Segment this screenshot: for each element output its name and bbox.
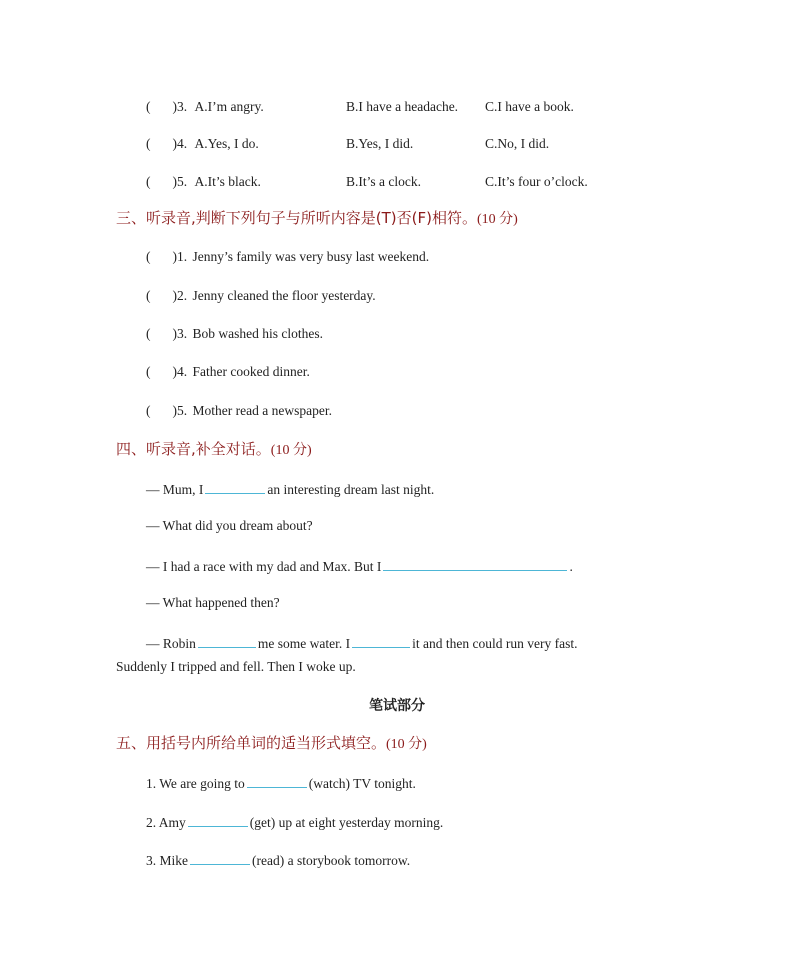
item-text: 2. Amy [146,815,186,830]
question-row [146,325,323,343]
question-row [146,173,646,191]
dialogue-line [146,633,577,653]
item-text: (read) a storybook tomorrow. [252,853,411,868]
question-number: )3. [172,99,188,114]
written-part-title: 笔试部分 [369,698,425,714]
question-row [146,402,332,420]
dialogue-text: me some water. I [257,636,351,651]
dialogue-line [146,594,280,612]
paren-open: ( [146,288,151,303]
question-row [146,363,310,381]
dialogue-line [146,517,313,535]
paren-open: ( [146,326,151,341]
section-score: (10 分) [270,443,312,458]
option-a: A.It’s black. [194,174,261,189]
dialogue-text: Suddenly I tripped and fell. Then I woke up. [116,659,356,674]
paren-open: ( [146,364,151,379]
answer-blank[interactable] [190,850,250,865]
dialogue-line [116,658,356,676]
option-c: C.No, I did. [485,136,550,151]
question-number: )1. [172,249,188,264]
question-row [146,248,429,266]
answer-blank[interactable] [352,633,410,648]
statement-text: Mother read a newspaper. [192,403,332,418]
question-row [146,287,376,305]
dialogue-text: it and then could run very fast. [412,636,578,651]
dialogue-text: — What happened then? [146,595,280,610]
question-row [146,135,646,153]
question-number: )4. [172,364,188,379]
item-text: 1. We are going to [146,776,245,791]
dialogue-line [146,556,573,576]
question-number: )3. [172,326,188,341]
fill-item [146,812,443,832]
option-b: B.It’s a clock. [346,174,421,189]
section-score: (10 分) [386,737,427,752]
answer-blank[interactable] [205,479,265,494]
paren-open: ( [146,99,151,114]
question-number: )4. [172,136,188,151]
option-c: C.It’s four o’clock. [485,174,588,189]
statement-text: Father cooked dinner. [192,364,310,379]
fill-item [146,773,416,793]
answer-blank[interactable] [383,556,567,571]
section-title: 五、用括号内所给单词的适当形式填空。 [116,734,387,752]
section-heading [116,439,312,461]
option-b: B.I have a headache. [346,99,459,114]
dialogue-text: — Mum, I [146,482,204,497]
dialogue-text: . [569,559,573,574]
dialogue-text: — I had a race with my dad and Max. But I [146,559,382,574]
question-row [146,98,646,116]
paren-open: ( [146,174,151,189]
statement-text: Jenny cleaned the floor yesterday. [192,288,376,303]
section-heading [116,733,427,755]
answer-blank[interactable] [188,812,248,827]
option-a: A.Yes, I do. [194,136,259,151]
statement-text: Bob washed his clothes. [192,326,323,341]
paren-open: ( [146,249,151,264]
section-title: 三、听录音,判断下列句子与所听内容是(T)否(F)相符。 [116,209,477,227]
question-number: )2. [172,288,188,303]
item-text: (watch) TV tonight. [308,776,416,791]
paren-open: ( [146,136,151,151]
dialogue-text: — Robin [146,636,196,651]
item-text: 3. Mike [146,853,188,868]
answer-blank[interactable] [198,633,256,648]
option-c: C.I have a book. [485,99,574,114]
item-text: (get) up at eight yesterday morning. [249,815,444,830]
dialogue-line [146,479,434,499]
section-score: (10 分) [476,212,518,227]
section-heading [116,208,518,230]
dialogue-text: — What did you dream about? [146,518,313,533]
option-a: A.I’m angry. [194,99,264,114]
section-title: 四、听录音,补全对话。 [116,440,271,458]
paren-open: ( [146,403,151,418]
option-b: B.Yes, I did. [346,136,414,151]
fill-item [146,850,410,870]
dialogue-text: an interesting dream last night. [267,482,435,497]
question-number: )5. [172,403,188,418]
statement-text: Jenny’s family was very busy last weekend. [192,249,430,264]
answer-blank[interactable] [247,773,307,788]
question-number: )5. [172,174,188,189]
